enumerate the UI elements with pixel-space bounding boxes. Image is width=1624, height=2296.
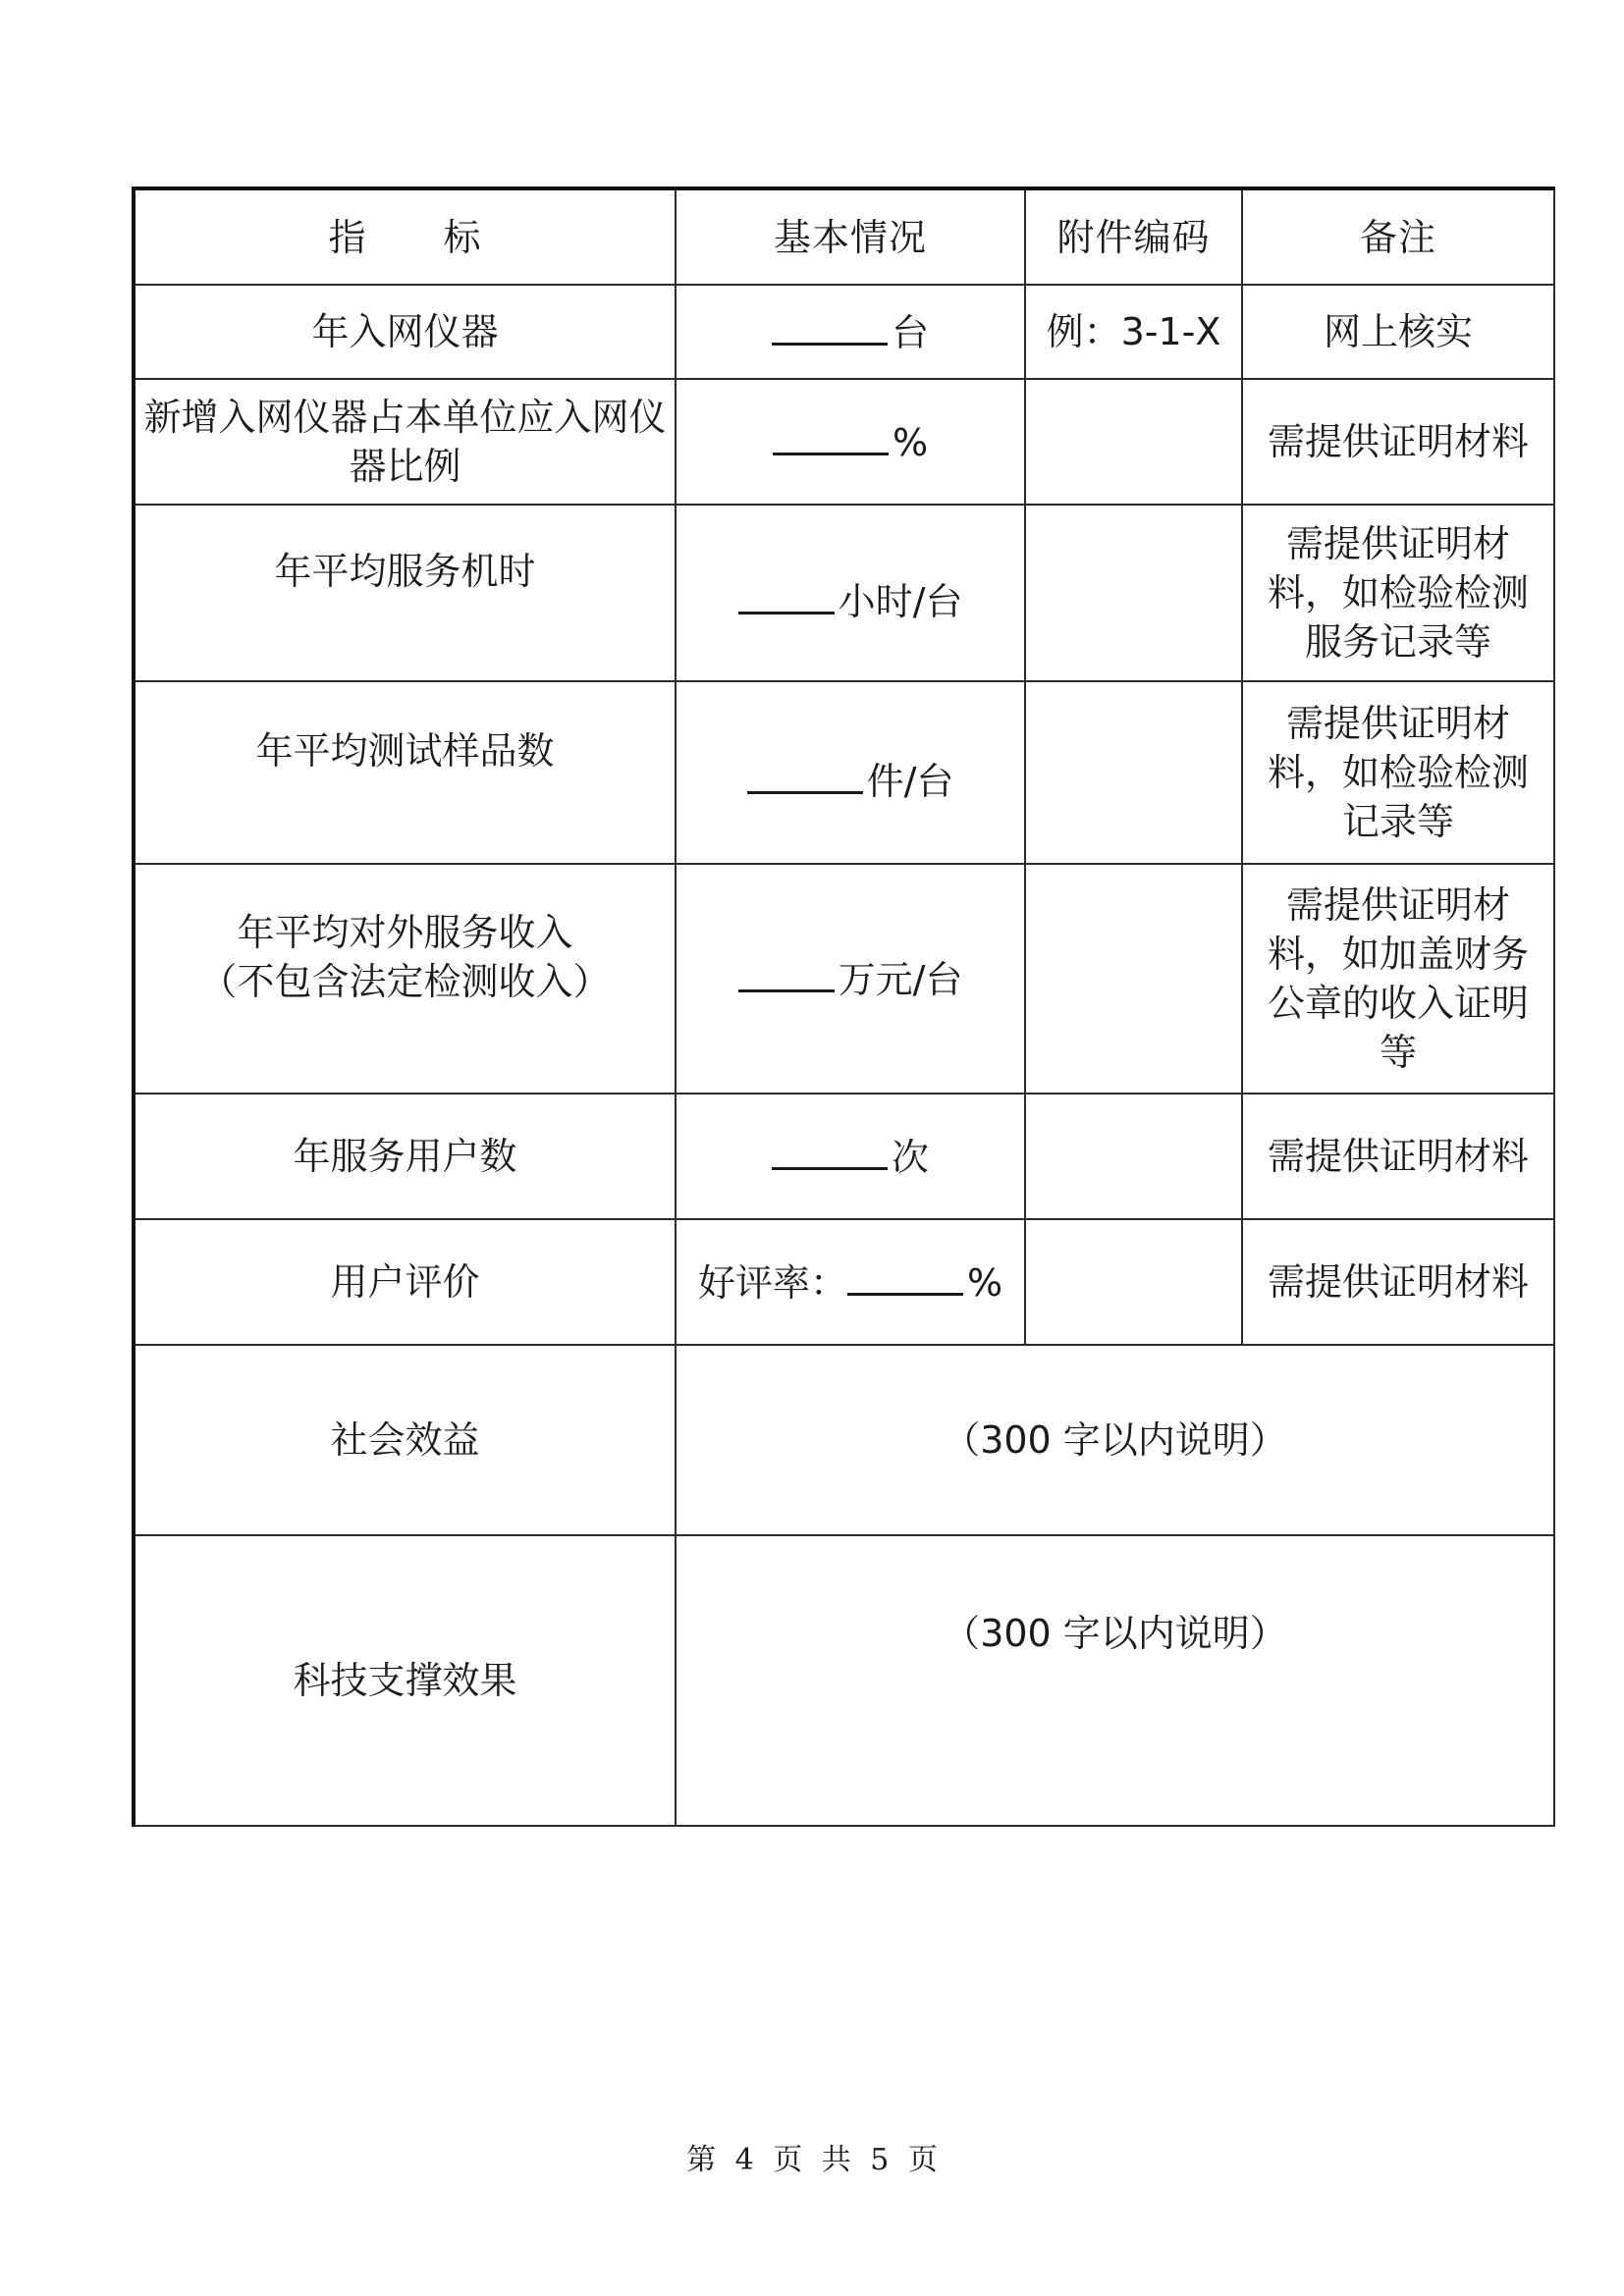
row-note: 需提供证明材料: [1242, 1219, 1554, 1345]
row-index: 新增入网仪器占本单位应入网仪器比例: [134, 379, 676, 505]
page-number: 第 4 页 共 5 页: [686, 2143, 938, 2177]
row-attachment-code: [1025, 1094, 1242, 1219]
row-index: [134, 505, 676, 681]
row-unit: 件/台: [866, 759, 954, 803]
row-basic: [676, 285, 1025, 379]
row-attachment-code: [1025, 681, 1242, 864]
header-index: 指 标: [134, 188, 676, 285]
fill-in-blank[interactable]: [738, 576, 835, 614]
row-unit: 次: [891, 1135, 929, 1179]
row-index: 年服务用户数: [134, 1094, 676, 1219]
fill-in-blank[interactable]: [772, 307, 888, 346]
row-index: [134, 864, 676, 1094]
row-prefix: 好评率：: [697, 1260, 847, 1305]
row-unit: %: [966, 1260, 1003, 1305]
fill-in-blank[interactable]: [847, 1257, 963, 1296]
row-basic: [676, 1219, 1025, 1345]
table-row: [134, 1535, 1554, 1826]
row-attachment-code: [1025, 505, 1242, 681]
row-unit: 小时/台: [838, 579, 963, 623]
row-index-subtext: （不包含法定检测收入）: [199, 960, 611, 1003]
row-unit: 台: [891, 310, 929, 354]
header-code: 附件编码: [1025, 188, 1242, 285]
row-index-text: 年平均测试样品数: [255, 729, 555, 773]
explain-hint: （300 字以内说明）: [943, 1612, 1287, 1655]
row-unit: %: [892, 420, 929, 464]
row-index: 用户评价: [134, 1219, 676, 1345]
row-attachment-code: [1025, 379, 1242, 505]
row-note: 需提供证明材料: [1242, 379, 1554, 505]
table-header-row: [134, 188, 1554, 285]
row-attachment-code: [1025, 1219, 1242, 1345]
row-note: 需提供证明材料: [1242, 1094, 1554, 1219]
indicator-table: [132, 187, 1555, 1827]
row-note: 需提供证明材料，如加盖财务公章的收入证明等: [1242, 864, 1554, 1094]
row-basic: [676, 379, 1025, 505]
row-basic-content: [747, 760, 954, 803]
row-index-text: 年平均服务机时: [274, 550, 536, 593]
row-note: 需提供证明材料，如检验检测记录等: [1242, 681, 1554, 864]
row-attachment-code: 例：3-1-X: [1025, 285, 1242, 379]
table-row: [134, 864, 1554, 1094]
row-note: 需提供证明材料，如检验检测服务记录等: [1242, 505, 1554, 681]
row-basic-content: [738, 580, 963, 623]
fill-in-blank[interactable]: [738, 954, 835, 992]
table-row: [134, 285, 1554, 379]
table-row: [134, 1094, 1554, 1219]
explain-field[interactable]: [676, 1535, 1554, 1826]
row-note: 网上核实: [1242, 285, 1554, 379]
table-row: [134, 1345, 1554, 1535]
row-unit: 万元/台: [838, 957, 963, 1001]
row-basic: [676, 864, 1025, 1094]
row-basic: [676, 1094, 1025, 1219]
table-row: [134, 505, 1554, 681]
table-row: [134, 1219, 1554, 1345]
header-basic: 基本情况: [676, 188, 1025, 285]
row-index: 年入网仪器: [134, 285, 676, 379]
row-index-text: 年平均对外服务收入: [237, 911, 573, 954]
table-row: [134, 681, 1554, 864]
row-index: 科技支撑效果: [134, 1535, 676, 1826]
fill-in-blank[interactable]: [773, 417, 889, 455]
explain-field[interactable]: [676, 1345, 1554, 1535]
fill-in-blank[interactable]: [772, 1132, 888, 1170]
fill-in-blank[interactable]: [747, 756, 863, 794]
header-note: 备注: [1242, 188, 1554, 285]
row-index: 社会效益: [134, 1345, 676, 1535]
table-row: [134, 379, 1554, 505]
row-index: [134, 681, 676, 864]
explain-hint: （300 字以内说明）: [943, 1418, 1287, 1462]
form-sheet: [132, 187, 1552, 1827]
row-basic: [676, 505, 1025, 681]
row-attachment-code: [1025, 864, 1242, 1094]
row-basic: [676, 681, 1025, 864]
